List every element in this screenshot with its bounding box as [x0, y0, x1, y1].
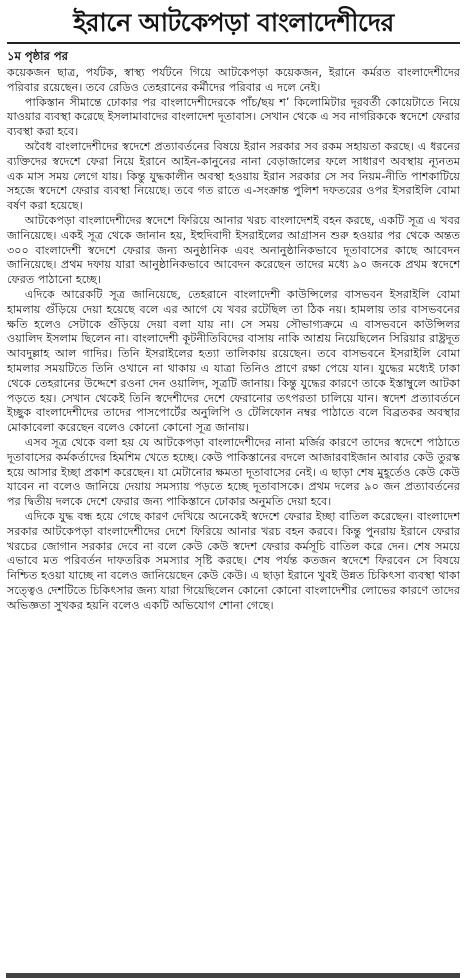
headline: ইরানে আটকেপড়া বাংলাদেশীদের: [73, 8, 394, 37]
paragraph-4: আটকেপড়া বাংলাদেশীদের স্বদেশে ফিরিয়ে আনার খরচ বাংলাদেশই বহন করছে, একটি সূত্র এ খবর জানিয়েছে। একই সূত্র থেকে জানান হয়, ইহুদিবাদী ইসরাইলের আগ্রাসন শুরু হওয়ার পর থেকে অন্তত ৩০০ বাংলাদেশী স্বদেশে ফেরার জন্য অনুষ্ঠানিক এবং অনানুষ্ঠানিকভাবে দূতাবাসের কাছে আবেদন জানিয়েছে। প্রথম দফায় যারা আনুষ্ঠানিকভাবে আবেদন করেছেন তাদের মধ্যে ৯০ জনকে প্রথম স্বদেশে ফেরত পাঠানো হচ্ছে।: [7, 213, 460, 287]
paragraph-5: এদিকে আরেকটি সূত্র জানিয়েছে, তেহরানে বাংলাদেশী কাউন্সিলের বাসভবন ইসরাইলি বোমা হামলায় গুঁড়িয়ে দেয়া হয়েছে বলে এর আগে যে খবর রটেছিল তা ঠিক নয়। হামলায় তার বাসভবনের ক্ষতি হলেও সেটাকে গুঁড়িয়ে দেয়া বলা যায় না। সে সময় সৌভাগ্যক্রমে এ বাসভবনে কাউন্সিলর ওয়ালিদ ইসলাম ছিলেন না। বাংলাদেশী কূটনীতিবিদের বাসায় নাকি আশ্রয় নিয়েছিলেন সিরিয়ার রাষ্ট্রদূত আবদুল্লাহ আল গাদির। তিনি ইসরাইলের হত্যা তালিকায় রয়েছেন। তবে বাসভবনে ইসরাইলি বোমা হামলার সময়টিতে তিনি ওখানে না থাকায় এ যাত্রা তিনিও প্রাণে রক্ষা পেয়ে যান। যুদ্ধের মধ্যেই ঢাকা থেকে তেহরানের উদ্দেশে রওনা দেন ওয়ালিদ, সূত্রটি জানায়। কিন্তু যুদ্ধের কারণে তাকে ইস্তাম্বুলে আটকা পড়তে হয়। সেখান থেকেই তিনি স্বদেশীদের দেশে ফেরানোর তৎপরতা চালিয়ে যান। স্বদেশ প্রত্যাবর্তনে ইচ্ছুক বাংলাদেশীদের তাদের পাসপোর্টের অনুলিপি ও টেলিফোন নম্বর পাঠাতে বলে বিব্রতকর অবস্থার মোকাবেলা করেছেন বলেও কোনো কোনো সূত্র জানায়।: [7, 287, 460, 435]
paragraph-2: পাকিস্তান সীমান্তে ঢোকার পর বাংলাদেশীদেরকে পাঁচ/ছয় শ’ কিলোমিটার দূরবর্তী কোয়েটাতে নিয়ে যাওয়ার ব্যবস্থা করেছে ইসলামাবাদের বাংলাদেশ দূতাবাস। সেখান থেকে এ সব নাগরিককে স্বদেশে ফেরার ব্যবস্থা করা হবে।: [7, 95, 460, 139]
headline-rule: [7, 42, 460, 44]
article-body: [7, 66, 460, 613]
paragraph-1: কয়েকজন ছাত্র, পর্যটক, স্বাস্থ্য পর্যটনে গিয়ে আটকেপড়া কয়েকজন, ইরানে কর্মরত বাংলাদেশীদের পরিবার রয়েছেন। তবে রেডিও তেহরানের কর্মীদের পরিবার এ দলে নেই।: [7, 66, 460, 94]
clipping-bottom-edge: [6, 972, 460, 978]
continued-from-label: ১ম পৃষ্ঠার পর: [7, 49, 68, 63]
paragraph-6: এসব সূত্র থেকে বলা হয় যে আটকেপড়া বাংলাদেশীদের নানা মর্জির কারণে তাদের স্বদেশে পাঠাতে দূতাবাসের কর্মকর্তাদের হিমশিম খেতে হচ্ছে। কেউ পাকিস্তানের বদলে আজারবাইজান আবার কেউ তুরস্ক হয়ে আসার ইচ্ছা প্রকাশ করেছেন। যা মেটানোর ক্ষমতা দূতাবাসের নেই। এ ছাড়া শেষ মুহূর্তেও কেউ কেউ যাবেন না বলেও জানিয়ে দেয়ায় সমস্যায় পড়তে হচ্ছে দূতাবাসকে। প্রথম দলের ৯০ জন প্রত্যাবর্তনের পর দ্বিতীয় দলকে দেশে ফেরার জন্য পাকিস্তানে ঢোকার অনুমতি দেয়া হবে।: [7, 435, 460, 509]
paragraph-7: এদিকে যুদ্ধ বন্ধ হয়ে গেছে কারণ দেখিয়ে অনেকেই স্বদেশে ফেরার ইচ্ছা বাতিল করেছেন। বাংলাদেশ সরকার আটকেপড়া বাংলাদেশীদের দেশে ফিরিয়ে আনার খরচ বহন করবে। কিন্তু পুনরায় ইরানে ফেরার খরচের জোগান সরকার দেবে না বলে কেউ কেউ স্বদেশ ফেরার কর্মসূচি বাতিল করে দেন। শেষ সময়ে এভাবে মত পরিবর্তন দাফতরিক সমস্যার সৃষ্টি করছে। শেষ পর্যন্ত কতজন স্বদেশে ফিরবেন সে বিষয়ে নিশ্চিত হওয়া যাচ্ছে না বলেও জানিয়েছেন কেউ কেউ। এ ছাড়া ইরানে খুবই উন্নত চিকিৎসা ব্যবস্থা থাকা সত্ত্বেও দেশটিতে চিকিৎসার জন্য যারা গিয়েছিলেন কোনো কোনো বাংলাদেশীর লোভের কারণে তাদের অভিজ্ঞতা সুখকর হয়নি বলেও একটি অভিযোগ শোনা গেছে।: [7, 509, 460, 612]
paragraph-3: অবৈধ বাংলাদেশীদের স্বদেশে প্রত্যাবর্তনের বিষয়ে ইরান সরকার সব রকম সহায়তা করছে। এ ধরনের ব্যক্তিদের স্বদেশে ফেরা নিয়ে ইরানে আইন-কানুনের নানা বেড়াজালের ফলে সাধারণ অবস্থায় ন্যূনতম এক মাস সময় লেগে যায়। কিন্তু যুদ্ধকালীন অবস্থা হওয়ায় ইরান সরকার সে সব নিয়ম-নীতি পাশকাটিয়ে সহজে স্বদেশে ফেরার ব্যবস্থা নিয়েছে। তবে গত রাতে এ-সংক্রান্ত পুলিশ দফতরের ওপর ইসরাইলি বোমা বর্ষণ করা হয়েছে।: [7, 139, 460, 213]
